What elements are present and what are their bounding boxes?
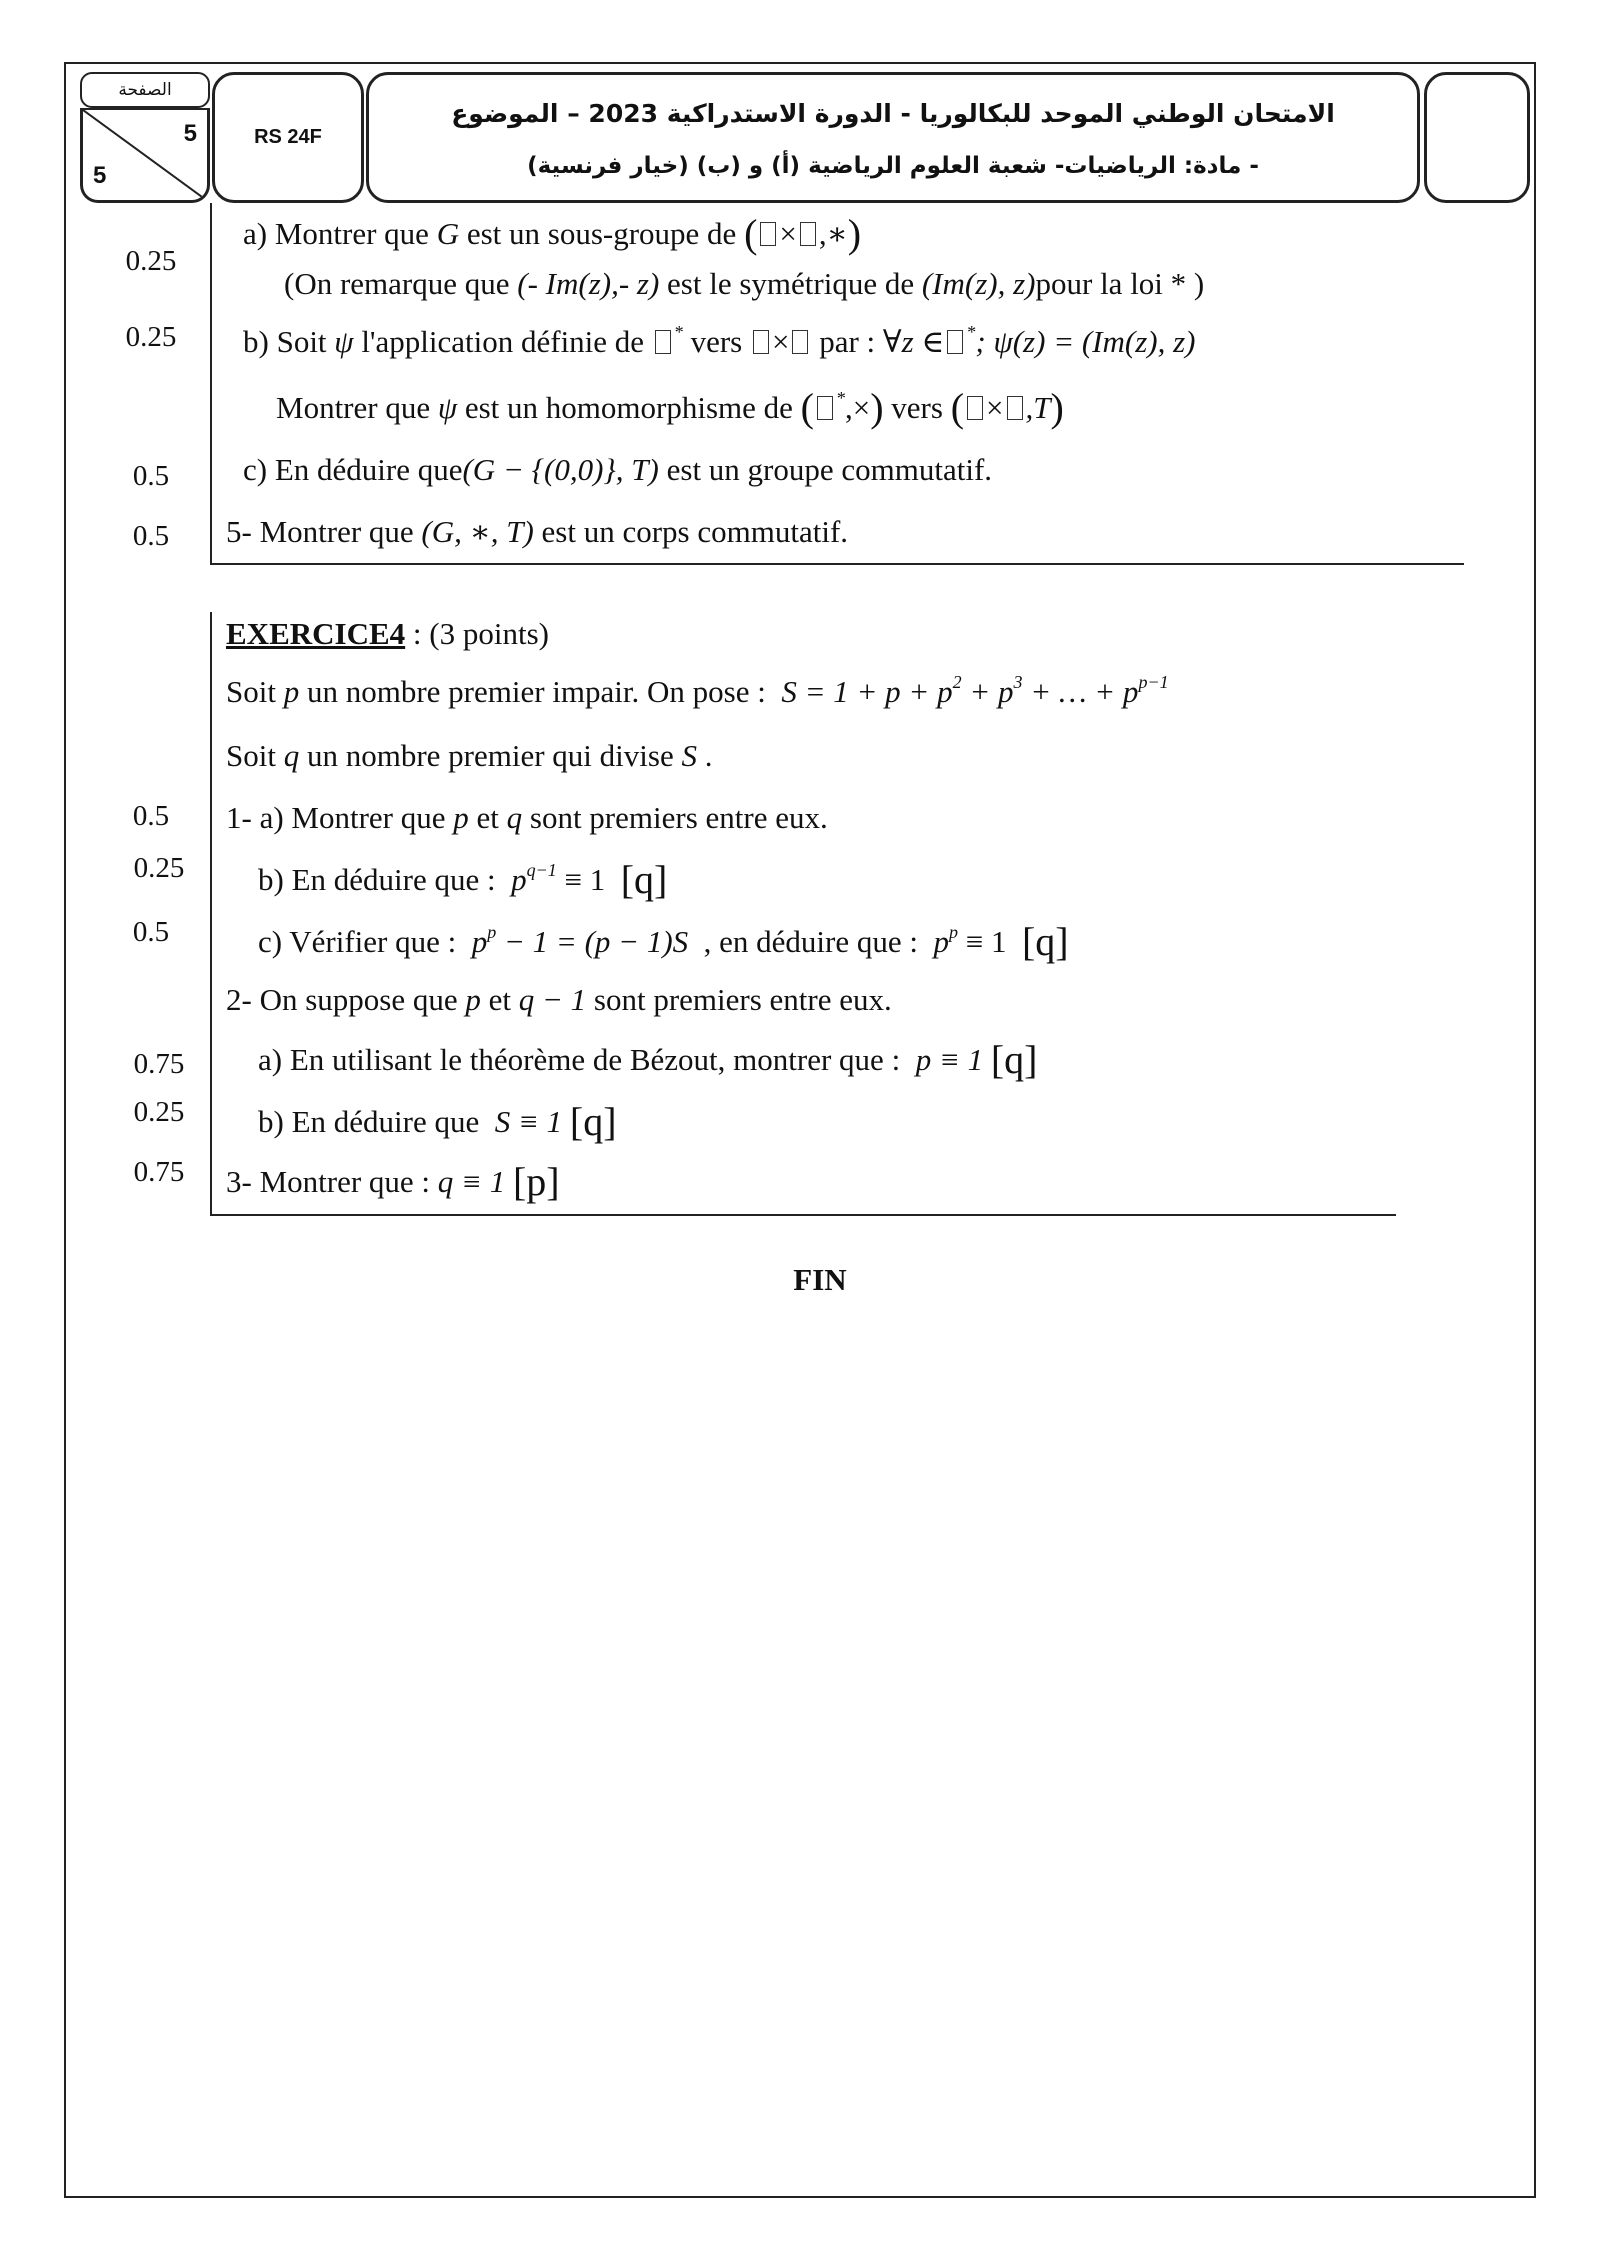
- exercise-4-points: : (3 points): [405, 616, 549, 651]
- page-number: 5: [183, 120, 197, 147]
- question-4b-part2: Montrer que ψ est un homomorphisme de ( *,×) vers ( × ,T): [276, 385, 1064, 430]
- question-4c: c) En déduire que(G − {(0,0)}, T) est un groupe commutatif.: [243, 452, 993, 487]
- title-line-2: - مادة: الرياضيات- شعبة العلوم الرياضية (أ) و (ب) (خيار فرنسية): [527, 153, 1259, 179]
- set-symbol-icon: [753, 330, 769, 354]
- set-symbol-icon: [967, 396, 983, 420]
- exam-title: [366, 72, 1420, 203]
- set-symbol-icon: [655, 330, 671, 354]
- end-marker: FIN: [793, 1262, 847, 1297]
- exercise-4-title: EXERCICE4: [226, 616, 406, 651]
- set-symbol-icon: [947, 330, 963, 354]
- title-line-1: الامتحان الوطني الموحد للبكالوريا - الدورة الاستدراكية 2023 – الموضوع: [451, 99, 1335, 128]
- question-4a-note: (On remarque que (- Im(z),- z) est le symétrique de (Im(z), z)pour la loi * ): [284, 266, 1205, 301]
- question-ex4-1b: b) En déduire que : $p^{q-1} \equiv 1$ [q]: [258, 857, 668, 902]
- page-label: الصفحة: [80, 72, 210, 108]
- page-total: 5: [93, 162, 107, 189]
- set-symbol-icon: [800, 222, 816, 246]
- question-ex4-2: 2- On suppose que p et q − 1 sont premiers entre eux.: [226, 982, 892, 1017]
- exercise-4-heading: [226, 616, 549, 652]
- score-ex4-3: 0.75: [133, 1156, 185, 1188]
- page-number-box: [80, 108, 210, 203]
- score-ex4-1a: 0.5: [132, 800, 170, 832]
- score-4a: 0.25: [125, 245, 177, 277]
- score-divider-1: [210, 203, 212, 565]
- set-symbol-icon: [817, 396, 833, 420]
- question-ex4-2a: a) En utilisant le théorème de Bézout, montrer que : p ≡ 1 [q]: [258, 1037, 1038, 1082]
- question-5: 5- Montrer que (G, ∗, T) est un corps commutatif.: [226, 514, 849, 549]
- score-ex4-2a: 0.75: [133, 1048, 185, 1080]
- score-ex4-1c: 0.5: [132, 916, 170, 948]
- exercise-4-intro-1: Soit p un nombre premier impair. On pose : $S = 1 + p + p^2 + p^3$ + … + $p^{p-1}$: [226, 672, 1169, 709]
- question-ex4-3: 3- Montrer que : q ≡ 1 [p]: [226, 1159, 560, 1204]
- section-rule-2: [210, 1214, 1396, 1216]
- set-symbol-icon: [760, 222, 776, 246]
- score-4c: 0.5: [132, 460, 170, 492]
- section-rule-1: [210, 563, 1464, 565]
- question-ex4-1c: c) Vérifier que : $p^p - 1 = (p - 1)S$ , en déduire que : $p^p \equiv 1$ [q]: [258, 919, 1069, 964]
- question-ex4-1a: 1- a) Montrer que p et q sont premiers entre eux.: [226, 800, 828, 835]
- score-ex4-2b: 0.25: [133, 1096, 185, 1128]
- question-ex4-2b: b) En déduire que S ≡ 1 [q]: [258, 1099, 617, 1144]
- exam-code: RS 24F: [212, 72, 364, 203]
- question-4b: b) Soit ψ l'application définie de * vers × par : ∀z ∈ *; ψ(z) = (Im(z), z): [243, 322, 1196, 359]
- set-symbol-icon: [1007, 396, 1023, 420]
- exercise-4-intro-2: Soit q un nombre premier qui divise S .: [226, 738, 713, 773]
- score-4b: 0.25: [125, 321, 177, 353]
- score-5: 0.5: [132, 520, 170, 552]
- set-symbol-icon: [792, 330, 808, 354]
- empty-header-box: [1424, 72, 1530, 203]
- score-ex4-1b: 0.25: [133, 852, 185, 884]
- question-4a: a) Montrer que G est un sous-groupe de ( × ,∗): [243, 211, 862, 256]
